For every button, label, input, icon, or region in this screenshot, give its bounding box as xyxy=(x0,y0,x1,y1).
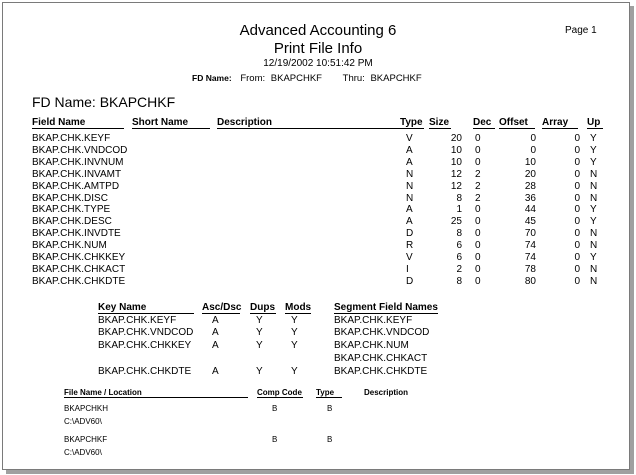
field-type: N xyxy=(406,168,414,180)
field-name: BKAP.CHK.VNDCOD xyxy=(32,144,128,156)
key-asc-dsc: A xyxy=(212,340,219,351)
field-type: R xyxy=(406,240,414,252)
field-up: N xyxy=(590,263,598,275)
header-asc-dsc: Asc/Dsc xyxy=(202,302,242,313)
field-type: N xyxy=(406,192,414,204)
key-segment: BKAP.CHK.KEYF xyxy=(334,315,413,326)
field-size: 25 xyxy=(450,216,462,228)
field-name: BKAP.CHK.INVDTE xyxy=(32,228,121,240)
header-field-name: Field Name xyxy=(32,117,124,129)
field-array: 0 xyxy=(574,133,580,144)
field-array: 0 xyxy=(574,192,580,204)
key-name: BKAP.CHK.CHKKEY xyxy=(98,340,192,351)
key-asc-dsc: A xyxy=(212,327,219,338)
field-up: N xyxy=(590,192,598,204)
key-name: BKAP.CHK.KEYF xyxy=(98,315,177,326)
field-array: 0 xyxy=(574,252,580,263)
field-dec: 0 xyxy=(475,275,481,287)
header-array: Array xyxy=(542,117,578,129)
key-dups: Y xyxy=(256,366,263,377)
field-type: A xyxy=(406,204,413,216)
field-up: N xyxy=(590,180,598,192)
header-mods: Mods xyxy=(285,302,312,313)
header-size: Size xyxy=(429,117,450,128)
fd-name-heading xyxy=(32,94,175,110)
header-file-location: File Name / Location xyxy=(64,388,248,398)
field-up: Y xyxy=(590,144,597,156)
field-name: BKAP.CHK.DISC xyxy=(32,192,108,204)
header-offset: Offset xyxy=(499,117,535,129)
field-array: 0 xyxy=(574,156,580,168)
field-type: I xyxy=(406,263,409,275)
field-array: 0 xyxy=(574,263,580,275)
report-title: Advanced Accounting 6 xyxy=(239,22,397,39)
field-name: BKAP.CHK.KEYF xyxy=(32,133,111,144)
field-dec: 0 xyxy=(475,263,481,275)
field-name: BKAP.CHK.CHKACT xyxy=(32,263,126,275)
key-asc-dsc: A xyxy=(212,315,219,326)
field-dec: 0 xyxy=(475,133,481,144)
report-subtitle: Print File Info xyxy=(273,40,363,57)
thru-label: Thru: xyxy=(342,73,365,84)
field-type: D xyxy=(406,275,414,287)
field-name: BKAP.CHK.NUM xyxy=(32,240,107,252)
field-dec: 0 xyxy=(475,252,481,263)
key-mods: Y xyxy=(291,327,298,338)
field-size: 1 xyxy=(456,204,462,216)
field-type: A xyxy=(406,216,413,228)
header-key-name: Key Name xyxy=(98,302,194,314)
header-description: Description xyxy=(217,117,424,129)
field-offset: 45 xyxy=(524,216,536,228)
field-type: V xyxy=(406,252,413,263)
field-dec: 0 xyxy=(475,156,481,168)
field-size: 20 xyxy=(450,133,462,144)
field-name: BKAP.CHK.DESC xyxy=(32,216,112,228)
field-type: A xyxy=(406,156,413,168)
fd-name-value: BKAPCHKF xyxy=(99,94,176,110)
field-size: 8 xyxy=(456,228,462,240)
field-dec: 2 xyxy=(475,180,481,192)
header-segment-field-names: Segment Field Names xyxy=(334,302,438,313)
header-dec: Dec xyxy=(473,117,495,129)
field-dec: 0 xyxy=(475,216,481,228)
field-offset: 74 xyxy=(524,240,536,252)
file-location: C:\ADV60\ xyxy=(64,417,102,426)
field-name: BKAP.CHK.CHKKEY xyxy=(32,252,126,263)
field-dec: 0 xyxy=(475,240,481,252)
field-offset: 44 xyxy=(524,204,536,216)
fd-name-label: FD Name: xyxy=(32,94,96,110)
key-mods: Y xyxy=(291,315,298,326)
field-type: D xyxy=(406,228,414,240)
file-type: B xyxy=(327,404,333,413)
field-array: 0 xyxy=(574,228,580,240)
field-dec: 0 xyxy=(475,144,481,156)
field-dec: 0 xyxy=(475,228,481,240)
key-mods: Y xyxy=(291,366,298,377)
field-size: 6 xyxy=(456,252,462,263)
field-array: 0 xyxy=(574,180,580,192)
file-comp-code: B xyxy=(272,404,278,413)
key-segment: BKAP.CHK.CHKDTE xyxy=(334,366,428,377)
field-dec: 0 xyxy=(475,204,481,216)
field-array: 0 xyxy=(574,204,580,216)
field-offset: 70 xyxy=(524,228,536,240)
field-offset: 78 xyxy=(524,263,536,275)
header-file-type: Type xyxy=(316,388,342,398)
field-array: 0 xyxy=(574,168,580,180)
field-offset: 0 xyxy=(530,133,536,144)
field-size: 8 xyxy=(456,275,462,287)
field-up: N xyxy=(590,228,598,240)
key-dups: Y xyxy=(256,315,263,326)
file-location: C:\ADV60\ xyxy=(64,448,102,457)
field-offset: 0 xyxy=(530,144,536,156)
field-up: Y xyxy=(590,156,597,168)
from-label: From: xyxy=(240,73,266,84)
file-name: BKAPCHKH xyxy=(64,404,109,413)
fd-range xyxy=(192,73,422,84)
field-size: 8 xyxy=(456,192,462,204)
field-type: N xyxy=(406,180,414,192)
file-comp-code: B xyxy=(272,435,278,444)
field-size: 6 xyxy=(456,240,462,252)
field-offset: 80 xyxy=(524,275,536,287)
field-up: Y xyxy=(590,204,597,216)
field-up: N xyxy=(590,275,598,287)
file-name: BKAPCHKF xyxy=(64,435,108,444)
field-offset: 74 xyxy=(524,252,536,263)
field-type: A xyxy=(406,144,413,156)
from-value: BKAPCHKF xyxy=(270,73,322,84)
key-segment: BKAP.CHK.NUM xyxy=(334,340,409,351)
header-comp-code: Comp Code xyxy=(257,388,302,397)
header-up: Up xyxy=(587,117,603,129)
field-size: 12 xyxy=(450,180,462,192)
key-dups: Y xyxy=(256,327,263,338)
field-offset: 36 xyxy=(524,192,536,204)
key-name: BKAP.CHK.CHKDTE xyxy=(98,366,192,377)
key-mods: Y xyxy=(291,340,298,351)
field-up: Y xyxy=(590,216,597,228)
report-datetime: 12/19/2002 10:51:42 PM xyxy=(263,58,373,69)
field-size: 12 xyxy=(450,168,462,180)
field-offset: 10 xyxy=(524,156,536,168)
field-up: Y xyxy=(590,133,597,144)
field-name: BKAP.CHK.TYPE xyxy=(32,204,111,216)
field-dec: 2 xyxy=(475,192,481,204)
field-name: BKAP.CHK.INVAMT xyxy=(32,168,122,180)
field-name: BKAP.CHK.INVNUM xyxy=(32,156,124,168)
field-array: 0 xyxy=(574,275,580,287)
field-size: 10 xyxy=(450,156,462,168)
page-number: Page 1 xyxy=(565,25,597,36)
header-file-description: Description xyxy=(364,388,409,397)
field-type: V xyxy=(406,133,413,144)
field-up: N xyxy=(590,168,598,180)
field-array: 0 xyxy=(574,240,580,252)
header-short-name: Short Name xyxy=(132,117,210,129)
key-asc-dsc: A xyxy=(212,366,219,377)
key-name: BKAP.CHK.VNDCOD xyxy=(98,327,194,338)
fd-range-label: FD Name: xyxy=(192,73,232,83)
field-up: N xyxy=(590,240,598,252)
field-name: BKAP.CHK.AMTPD xyxy=(32,180,120,192)
field-dec: 2 xyxy=(475,168,481,180)
field-size: 2 xyxy=(456,263,462,275)
field-array: 0 xyxy=(574,216,580,228)
field-name: BKAP.CHK.CHKDTE xyxy=(32,275,126,287)
field-array: 0 xyxy=(574,144,580,156)
field-up: Y xyxy=(590,252,597,263)
header-dups: Dups xyxy=(250,302,275,313)
field-size: 10 xyxy=(450,144,462,156)
file-type: B xyxy=(327,435,333,444)
thru-value: BKAPCHKF xyxy=(370,73,422,84)
field-offset: 20 xyxy=(524,168,536,180)
field-offset: 28 xyxy=(524,180,536,192)
header-type: Type xyxy=(400,117,423,128)
key-segment: BKAP.CHK.CHKACT xyxy=(334,353,428,364)
key-segment: BKAP.CHK.VNDCOD xyxy=(334,327,430,338)
key-dups: Y xyxy=(256,340,263,351)
